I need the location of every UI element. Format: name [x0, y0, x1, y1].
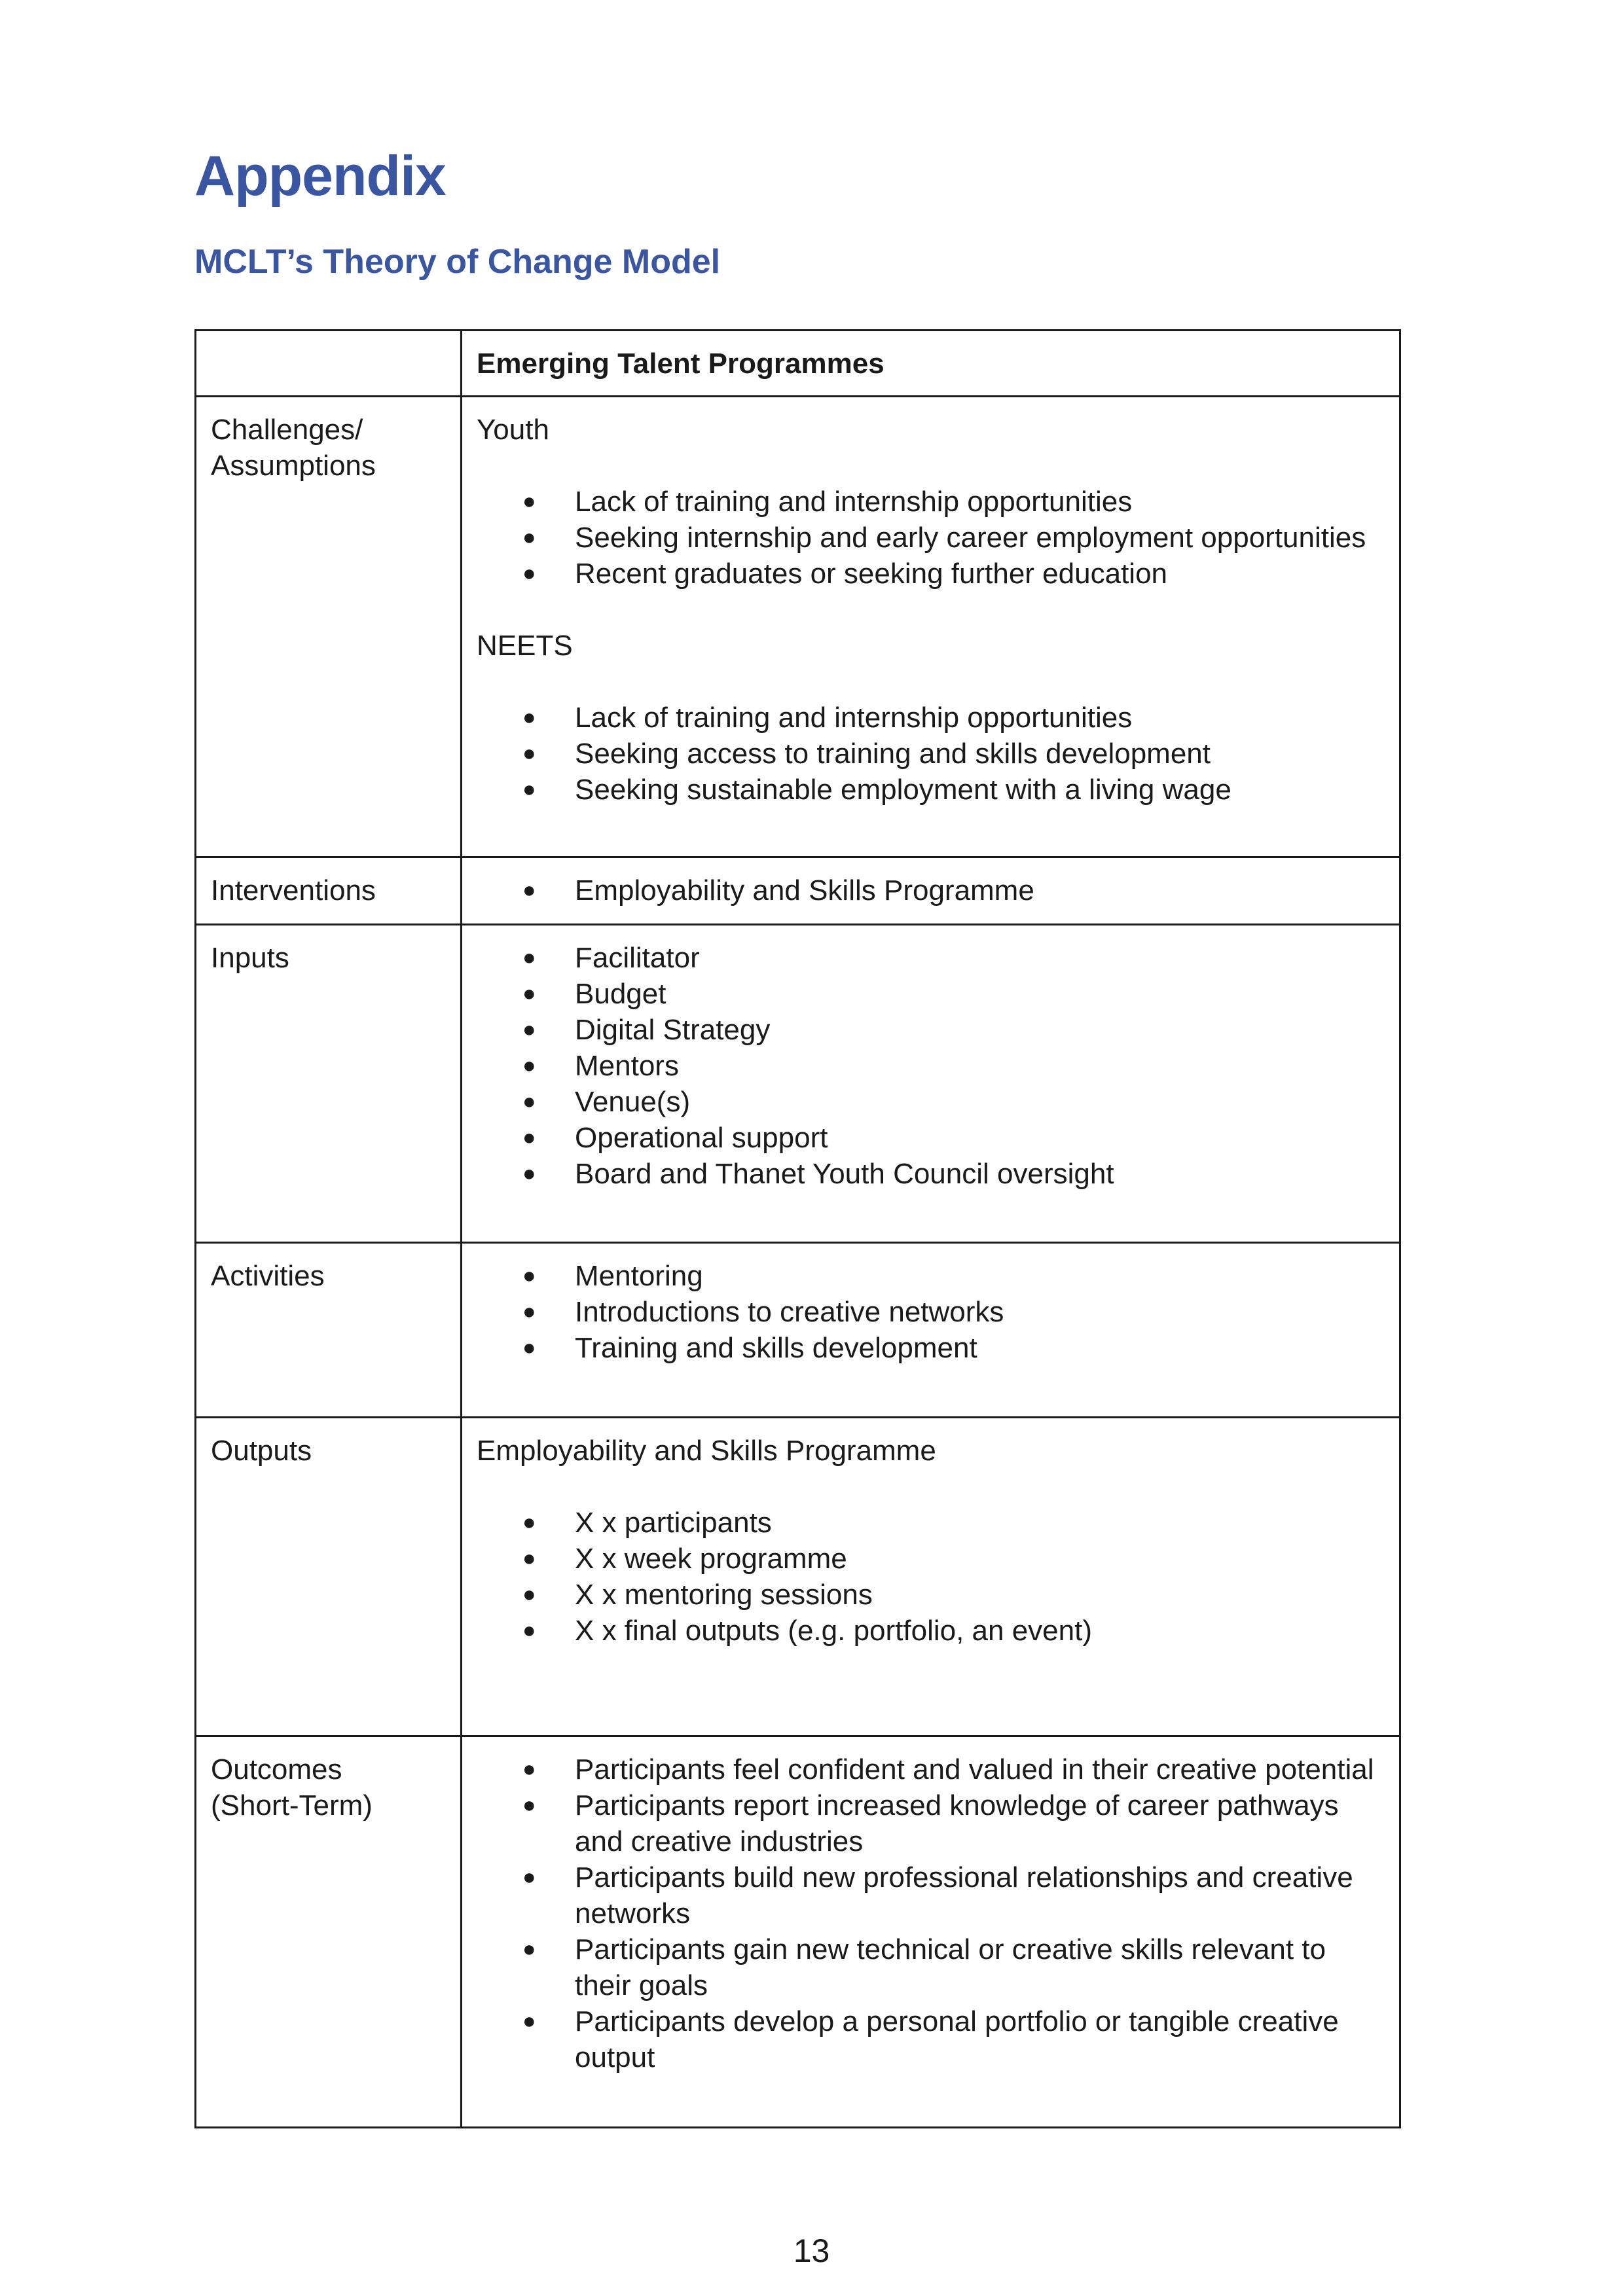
- list-item: ● Participants report increased knowledge of career pathways and creative industries: [575, 1787, 1385, 1859]
- interventions-label: Interventions: [196, 857, 462, 925]
- page-number: 13: [793, 2233, 830, 2269]
- list-item: ● Lack of training and internship opportunities: [575, 700, 1385, 736]
- outcomes-label-line2: (Short-Term): [211, 1789, 373, 1821]
- list-item: ● Budget: [575, 976, 1385, 1012]
- header-empty-cell: [196, 331, 462, 397]
- outputs-content: [462, 1418, 1400, 1736]
- list-item: ● Lack of training and internship opportunities: [575, 484, 1385, 520]
- list-item: ● Seeking sustainable employment with a living wage: [575, 772, 1385, 808]
- list-item: ● Mentors: [575, 1048, 1385, 1084]
- inputs-label: Inputs: [196, 925, 462, 1243]
- row-challenges: [196, 397, 1400, 857]
- youth-list: [477, 484, 1385, 592]
- row-outcomes: [196, 1736, 1400, 2128]
- list-item: ● Employability and Skills Programme: [575, 872, 1385, 908]
- row-inputs: [196, 925, 1400, 1243]
- list-item: ● Participants gain new technical or creative skills relevant to their goals: [575, 1931, 1385, 2003]
- outcomes-label: [196, 1736, 462, 2128]
- list-item: ● Recent graduates or seeking further education: [575, 556, 1385, 592]
- outputs-label: Outputs: [196, 1418, 462, 1736]
- outputs-programme-label: Employability and Skills Programme: [477, 1435, 936, 1467]
- list-item: ● Facilitator: [575, 940, 1385, 976]
- page-title: Appendix: [194, 145, 446, 207]
- table-header-row: [196, 331, 1400, 397]
- theory-of-change-table: [194, 329, 1401, 2128]
- youth-label: Youth: [477, 414, 549, 446]
- neets-label: NEETS: [477, 630, 573, 662]
- list-item: ● Digital Strategy: [575, 1012, 1385, 1048]
- inputs-list: [477, 940, 1385, 1192]
- header-programme-cell: Emerging Talent Programmes: [462, 331, 1400, 397]
- challenges-label: Challenges/ Assumptions: [196, 397, 462, 857]
- list-item: ● Operational support: [575, 1120, 1385, 1156]
- row-interventions: [196, 857, 1400, 925]
- list-item: ● X x final outputs (e.g. portfolio, an event): [575, 1613, 1385, 1649]
- outcomes-label-line1: Outcomes: [211, 1753, 342, 1785]
- activities-label: Activities: [196, 1243, 462, 1418]
- list-item: ● Seeking access to training and skills development: [575, 736, 1385, 772]
- list-item: ● Participants build new professional relationships and creative networks: [575, 1859, 1385, 1931]
- list-item: ● Participants develop a personal portfolio or tangible creative output: [575, 2003, 1385, 2075]
- activities-list: [477, 1258, 1385, 1366]
- list-item: ● Introductions to creative networks: [575, 1294, 1385, 1330]
- outcomes-list: [477, 1751, 1385, 2075]
- list-item: ● Seeking internship and early career employment opportunities: [575, 520, 1385, 556]
- neets-list: [477, 700, 1385, 808]
- challenges-content: [462, 397, 1400, 857]
- list-item: ● X x mentoring sessions: [575, 1577, 1385, 1613]
- list-item: ● Training and skills development: [575, 1330, 1385, 1366]
- list-item: ● X x participants: [575, 1505, 1385, 1541]
- section-title: MCLT’s Theory of Change Model: [194, 243, 721, 281]
- outcomes-content: [462, 1736, 1400, 2128]
- activities-content: [462, 1243, 1400, 1418]
- list-item: ● X x week programme: [575, 1541, 1385, 1577]
- interventions-content: [462, 857, 1400, 925]
- list-item: ● Venue(s): [575, 1084, 1385, 1120]
- interventions-list: [477, 872, 1385, 908]
- outputs-list: [477, 1505, 1385, 1649]
- list-item: ● Mentoring: [575, 1258, 1385, 1294]
- inputs-content: [462, 925, 1400, 1243]
- row-outputs: [196, 1418, 1400, 1736]
- row-activities: [196, 1243, 1400, 1418]
- list-item: ● Board and Thanet Youth Council oversight: [575, 1156, 1385, 1192]
- list-item: ● Participants feel confident and valued in their creative potential: [575, 1751, 1385, 1787]
